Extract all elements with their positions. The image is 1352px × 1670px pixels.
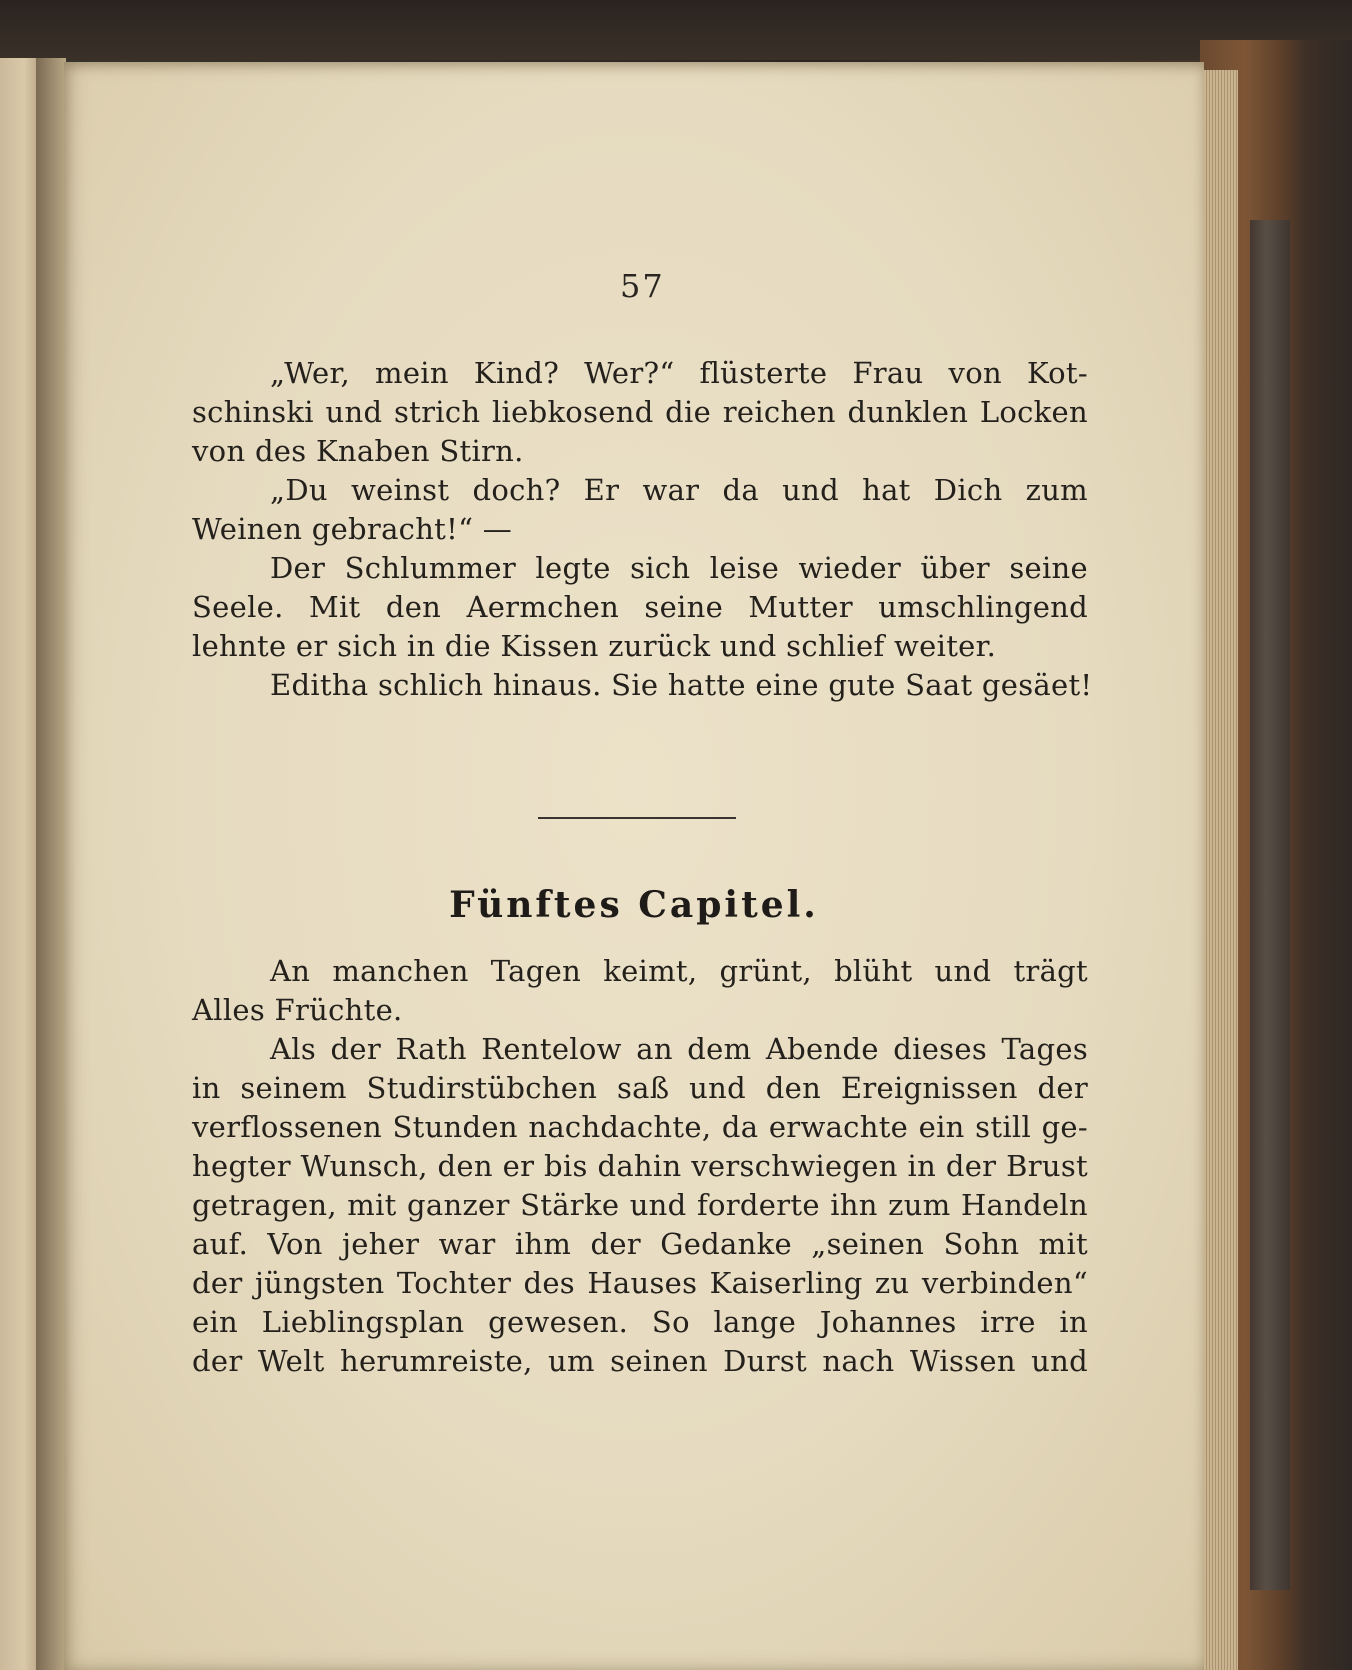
text-line: in seinem Studirstübchen saß und den Ereignissen der xyxy=(192,1071,1088,1105)
book-gutter xyxy=(36,58,66,1670)
page-number: 57 xyxy=(620,267,665,305)
book-page xyxy=(64,62,1204,1670)
text-line: der Welt herumreiste, um seinen Durst nach Wissen und xyxy=(192,1344,1088,1378)
text-line: ein Lieblingsplan gewesen. So lange Johannes irre in xyxy=(192,1305,1088,1339)
text-line: An manchen Tagen keimt, grünt, blüht und trägt xyxy=(270,954,1088,988)
text-line: lehnte er sich in die Kissen zurück und schlief weiter. xyxy=(192,629,997,663)
text-line: Der Schlummer legte sich leise wieder über seine xyxy=(270,551,1088,585)
text-section-1 xyxy=(192,354,1093,705)
text-line: „Du weinst doch? Er war da und hat Dich zum xyxy=(270,473,1088,507)
text-line: verflossenen Stunden nachdachte, da erwachte ein still ge- xyxy=(192,1110,1088,1144)
book-cover-top xyxy=(0,0,1352,60)
text-section-2 xyxy=(192,952,1088,1381)
text-line: Alles Früchte. xyxy=(192,993,403,1027)
text-line: hegter Wunsch, den er bis dahin verschwiegen in der Brust xyxy=(192,1149,1088,1183)
text-line: von des Knaben Stirn. xyxy=(192,434,524,468)
text-line: Seele. Mit den Aermchen seine Mutter umschlingend xyxy=(192,590,1088,624)
book-cover-spine-strip xyxy=(1250,220,1290,1590)
facing-page-edge xyxy=(0,58,40,1670)
text-line: auf. Von jeher war ihm der Gedanke „seinen Sohn mit xyxy=(192,1227,1088,1261)
text-line: getragen, mit ganzer Stärke und forderte ihn zum Handeln xyxy=(192,1188,1088,1222)
chapter-heading: Fünftes Capitel. xyxy=(449,884,819,926)
text-line: Als der Rath Rentelow an dem Abende dieses Tages xyxy=(270,1032,1088,1066)
text-line: „Wer, mein Kind? Wer?“ flüsterte Frau von Kot- xyxy=(270,356,1088,390)
text-line: schinski und strich liebkosend die reichen dunklen Locken xyxy=(192,395,1088,429)
section-divider-rule xyxy=(538,817,736,819)
text-line: Weinen gebracht!“ — xyxy=(192,512,513,546)
text-line: Editha schlich hinaus. Sie hatte eine gute Saat gesäet! xyxy=(270,668,1093,702)
text-line: der jüngsten Tochter des Hauses Kaiserling zu verbinden“ xyxy=(192,1266,1088,1300)
